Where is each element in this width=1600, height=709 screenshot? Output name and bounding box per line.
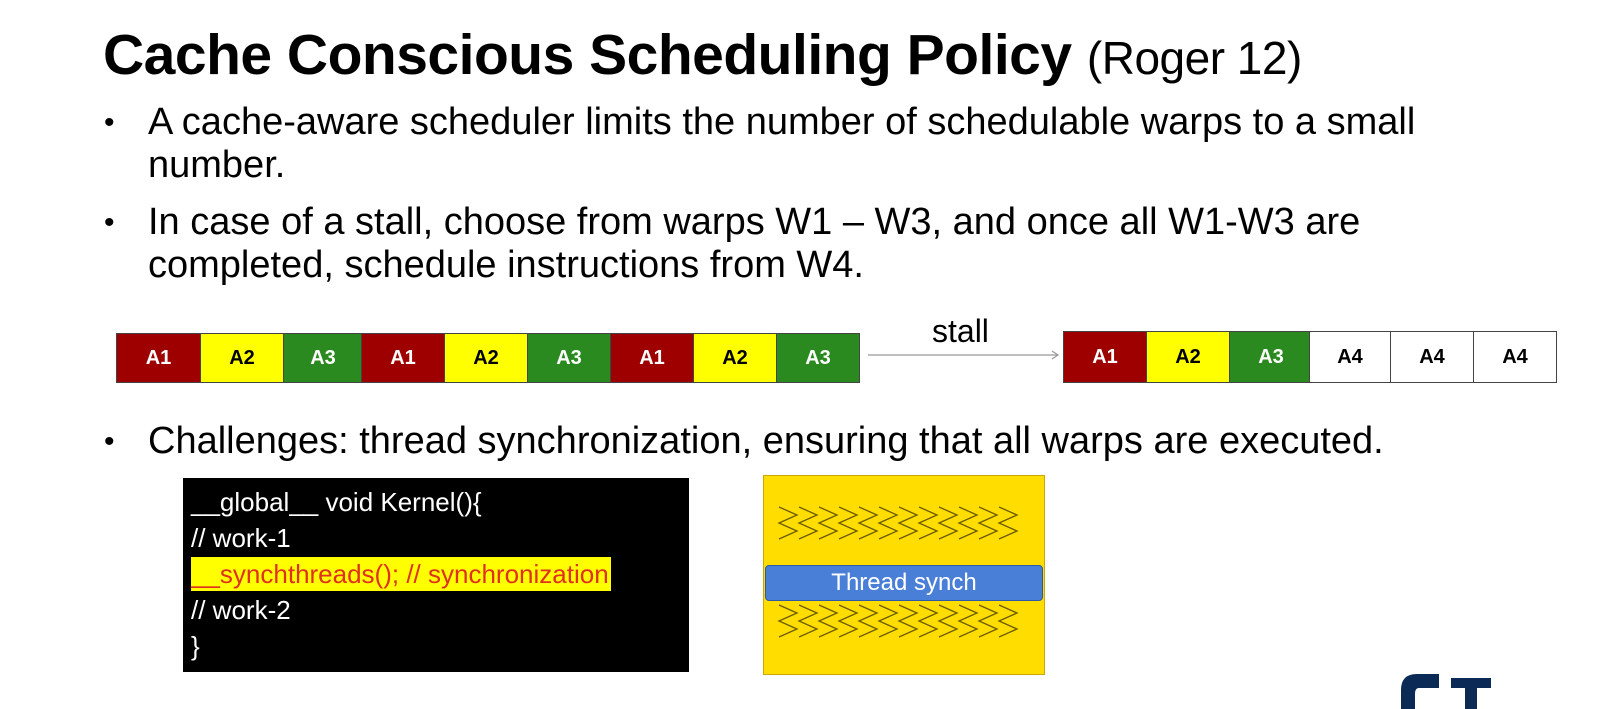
code-line: }	[191, 631, 200, 661]
bullet-2	[104, 201, 1548, 287]
bullet-1	[104, 101, 1548, 187]
bullet-3	[104, 420, 1548, 463]
bullet-text: In case of a stall, choose from warps W1 – W3, and once all W1-W3 are completed, schedule instructions from W4.	[148, 201, 1361, 286]
code-line: // work-2	[191, 595, 291, 625]
stall-label: stall	[932, 313, 989, 349]
stall-arrow-icon	[868, 348, 1064, 362]
warp-cell: A4	[1390, 331, 1474, 383]
slide-title	[103, 22, 1302, 88]
warp-cell: A2	[200, 333, 284, 383]
code-line: // work-1	[191, 523, 291, 553]
warp-cell: A2	[1146, 331, 1230, 383]
warp-cell: A1	[610, 333, 694, 383]
warp-cell: A3	[776, 333, 860, 383]
warp-cell: A4	[1309, 331, 1391, 383]
warp-cell: A4	[1473, 331, 1557, 383]
title-note: (Roger 12)	[1086, 32, 1302, 84]
warp-cell: A1	[361, 333, 445, 383]
title-main: Cache Conscious Scheduling Policy	[103, 23, 1072, 87]
code-block	[183, 478, 689, 672]
warp-cell: A3	[527, 333, 611, 383]
bullet-dot: •	[104, 425, 115, 458]
code-line: __global__ void Kernel(){	[191, 487, 482, 517]
bullet-text: A cache-aware scheduler limits the number of schedulable warps to a small number.	[148, 101, 1416, 186]
bullet-dot: •	[104, 206, 115, 239]
warp-cell: A1	[116, 333, 201, 383]
thread-synch-bar: Thread synch	[765, 565, 1043, 601]
gatech-logo-icon	[1395, 668, 1495, 709]
warp-cell: A2	[444, 333, 528, 383]
code-line-highlighted: __synchthreads(); // synchronization	[191, 559, 609, 589]
bullet-dot: •	[104, 106, 115, 139]
warp-cell: A2	[693, 333, 777, 383]
bullet-text: Challenges: thread synchronization, ensuring that all warps are executed.	[148, 420, 1384, 462]
warp-cell: A3	[283, 333, 363, 383]
warp-cell: A1	[1063, 331, 1147, 383]
warp-cell: A3	[1229, 331, 1313, 383]
